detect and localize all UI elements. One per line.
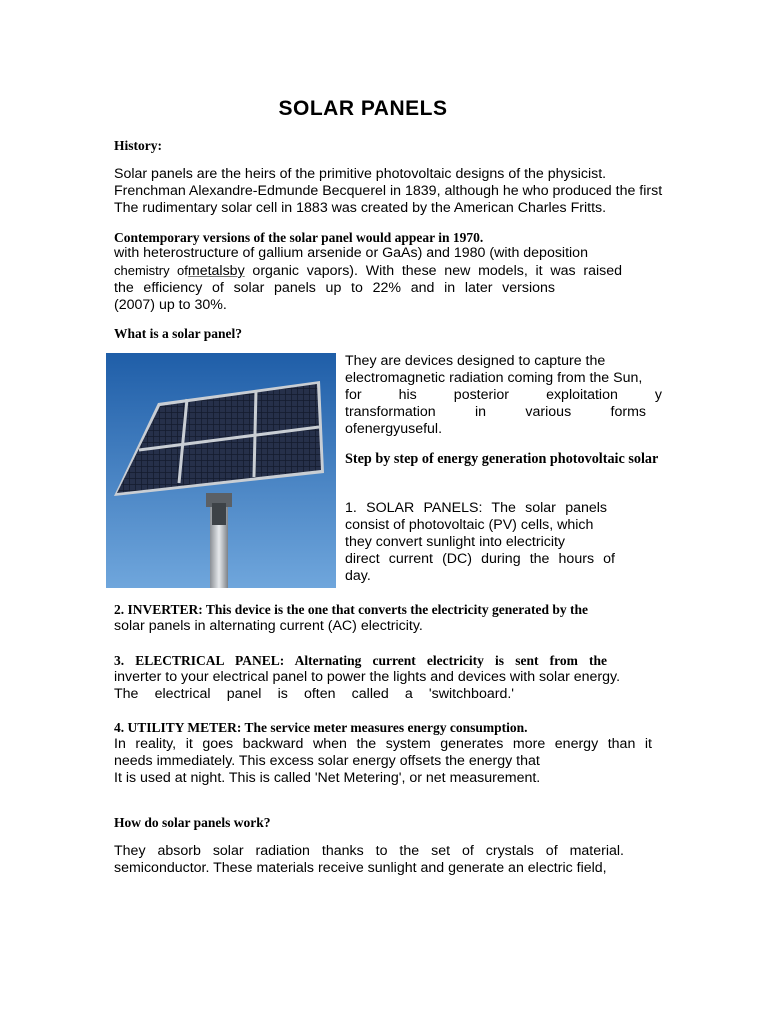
what-heading: What is a solar panel?	[114, 326, 243, 341]
history-line: The rudimentary solar cell in 1883 was created by the American Charles Fritts.	[114, 200, 607, 216]
spelling-marked-word: metalsby	[187, 263, 245, 279]
how-line: They absorb solar radiation thanks to the set of crystals of material.	[114, 843, 624, 859]
step4-line: It is used at night. This is called 'Net Metering', or net measurement.	[114, 770, 541, 786]
step2-paragraph	[114, 601, 588, 635]
contemporary-line: chemistry ofmetalsby organic vapors). With these new models, it was raised	[114, 263, 622, 279]
solar-panel-photo	[106, 353, 336, 588]
how-paragraph	[114, 843, 624, 877]
step1-line: day.	[345, 568, 371, 584]
how-heading: How do solar panels work?	[114, 815, 271, 830]
history-line: Frenchman Alexandre-Edmunde Becquerel in 1839, although he who produced the first	[114, 183, 663, 199]
step-heading: Step by step of energy generation photovoltaic solar	[345, 451, 659, 467]
what-line: for his posterior exploitation y	[345, 387, 662, 403]
step2-heading: 2. INVERTER: This device is the one that converts the electricity generated by the	[114, 602, 588, 617]
step1-line: 1. SOLAR PANELS: The solar panels	[345, 500, 607, 516]
step3-line: inverter to your electrical panel to power the lights and devices with solar energy.	[114, 669, 621, 685]
step3-paragraph	[114, 652, 645, 703]
contemporary-line: the efficiency of solar panels up to 22% and in later versions	[114, 280, 555, 296]
history-heading: History:	[114, 138, 162, 153]
what-line: transformation in various forms	[345, 404, 646, 420]
step2-line: solar panels in alternating current (AC) electricity.	[114, 618, 423, 634]
what-line: electromagnetic radiation coming from the Sun,	[345, 370, 643, 386]
step1-line: they convert sunlight into electricity	[345, 534, 566, 550]
contemporary-heading: Contemporary versions of the solar panel would appear in 1970.	[114, 230, 484, 245]
step4-line: needs immediately. This excess solar energy offsets the energy that	[114, 753, 540, 769]
history-line: Solar panels are the heirs of the primitive photovoltaic designs of the physicist.	[114, 166, 607, 182]
contemporary-line: (2007) up to 30%.	[114, 297, 227, 313]
step3-line: The electrical panel is often called a 'switchboard.'	[114, 686, 514, 702]
step3-heading: 3. ELECTRICAL PANEL: Alternating current electricity is sent from the	[114, 653, 607, 668]
step1-line: consist of photovoltaic (PV) cells, which	[345, 517, 594, 533]
what-line: ofenergyuseful.	[345, 421, 443, 437]
what-paragraph	[345, 353, 662, 438]
history-paragraph	[114, 166, 662, 217]
step4-heading: 4. UTILITY METER: The service meter measures energy consumption.	[114, 720, 528, 735]
how-line: semiconductor. These materials receive sunlight and generate an electric field,	[114, 860, 607, 876]
step1-line: direct current (DC) during the hours of	[345, 551, 615, 567]
step4-line: In reality, it goes backward when the system generates more energy than it	[114, 736, 652, 752]
step1-paragraph	[345, 500, 615, 585]
page-title: SOLAR PANELS	[278, 97, 448, 120]
solar-panel-image	[106, 353, 336, 588]
contemporary-line: with heterostructure of gallium arsenide or GaAs) and 1980 (with deposition	[114, 245, 588, 261]
contemporary-paragraph	[114, 245, 622, 314]
step4-paragraph	[114, 719, 652, 787]
what-line: They are devices designed to capture the	[345, 353, 606, 369]
